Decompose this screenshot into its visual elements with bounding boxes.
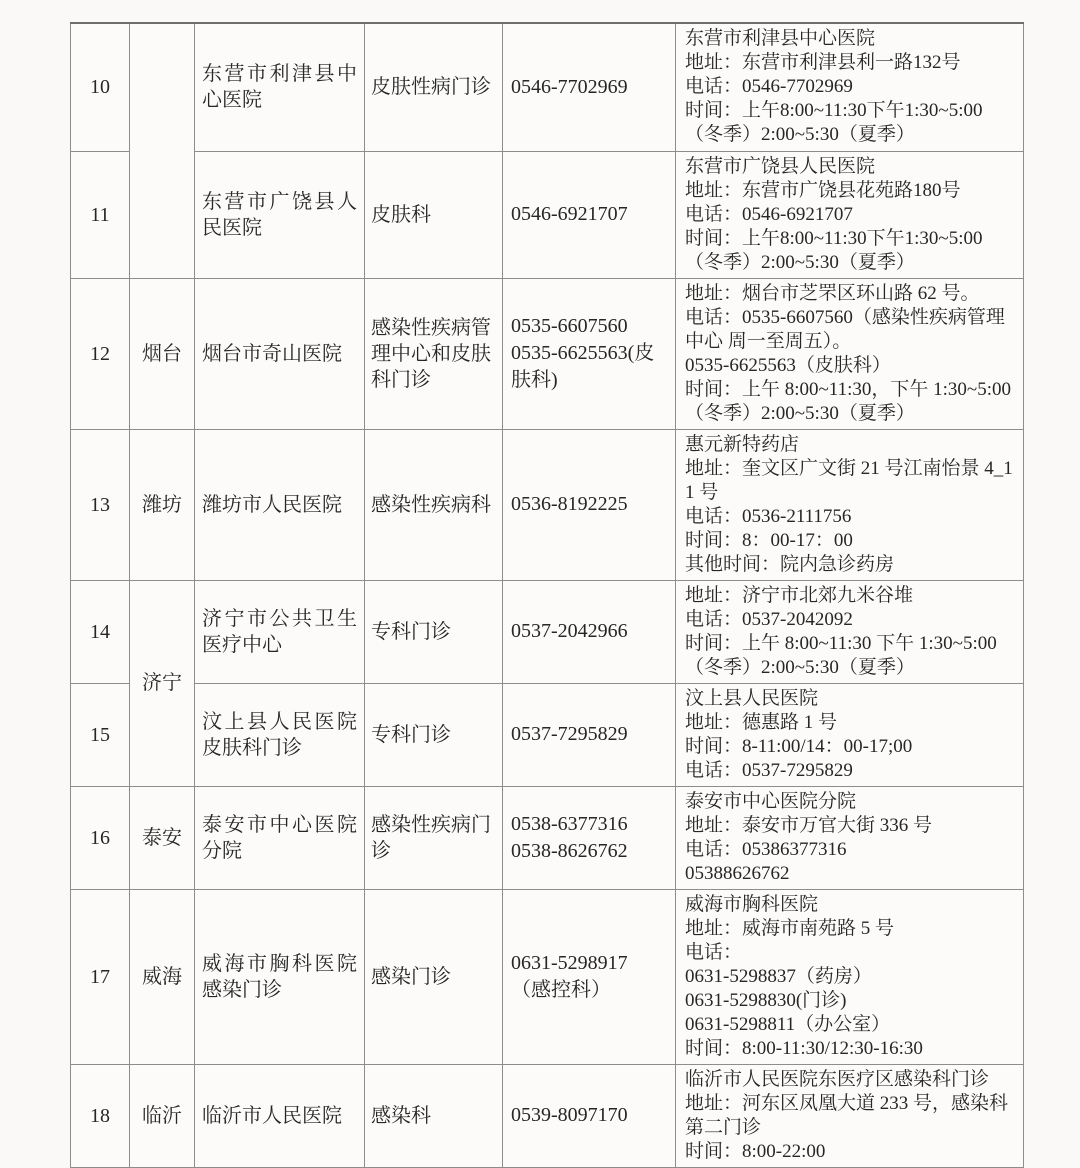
details-cell xyxy=(676,429,1024,580)
phone-line: 0537-7295829 xyxy=(511,723,628,745)
phone-cell xyxy=(503,429,676,580)
detail-line: 时间：8:00-22:00 xyxy=(685,1140,826,1162)
hospital-cell: 东营市广饶县人民医院 xyxy=(195,151,365,278)
city-cell: 泰安 xyxy=(130,786,195,889)
department-cell: 感染门诊 xyxy=(365,889,503,1064)
city-cell: 烟台 xyxy=(130,278,195,429)
department-cell: 皮肤性病门诊 xyxy=(365,23,503,151)
city-cell: 潍坊 xyxy=(130,429,195,580)
detail-line: 地址：泰安市万官大街 336 号 xyxy=(685,814,933,836)
detail-line: 时间：8：00-17：00 xyxy=(685,529,853,551)
details-cell xyxy=(676,23,1024,151)
hospital-cell: 汶上县人民医院皮肤科门诊 xyxy=(195,683,365,786)
phone-line: 0535-6625563(皮肤科) xyxy=(511,342,655,391)
hospital-cell: 潍坊市人民医院 xyxy=(195,429,365,580)
detail-line: 电话：0536-2111756 xyxy=(685,505,852,527)
detail-line: 泰安市中心医院分院 xyxy=(685,790,857,812)
detail-line: 电话： xyxy=(685,941,743,963)
table-row xyxy=(71,1064,1024,1167)
detail-line: 电话：0546-7702969 xyxy=(685,76,853,97)
hospital-cell: 东营市利津县中心医院 xyxy=(195,23,365,151)
department-cell: 专科门诊 xyxy=(365,683,503,786)
table-row xyxy=(71,151,1024,278)
detail-line: 东营市利津县中心医院 xyxy=(685,28,876,49)
city-cell xyxy=(130,23,195,278)
row-number-cell: 18 xyxy=(71,1064,130,1167)
table-row xyxy=(71,683,1024,786)
detail-line: 时间：上午8:00~11:30下午1:30~5:00（冬季）2:00~5:30（夏季） xyxy=(685,100,983,145)
phone-line: 0538-8626762 xyxy=(511,839,628,862)
detail-line: 临沂市人民医院东医疗区感染科门诊 xyxy=(685,1068,990,1090)
phone-line: 0538-6377316 xyxy=(511,812,628,835)
phone-cell xyxy=(503,1064,676,1167)
detail-line: 东营市广饶县人民医院 xyxy=(685,155,876,177)
phone-line: 0631-5298917 xyxy=(511,951,628,974)
phone-cell xyxy=(503,278,676,429)
phone-cell xyxy=(503,786,676,889)
row-number-cell: 15 xyxy=(71,683,130,786)
city-cell: 济宁 xyxy=(130,580,195,786)
detail-line: 地址：河东区凤凰大道 233 号，感染科第二门诊 xyxy=(685,1092,1009,1138)
detail-line: 地址：奎文区广文街 21 号江南怡景 4_11 号 xyxy=(685,457,1013,503)
detail-line: 地址：济宁市北郊九米谷堆 xyxy=(685,584,914,606)
detail-line: 0631-5298811（办公室） xyxy=(685,1013,891,1035)
table-row xyxy=(71,278,1024,429)
phone-line: 0546-7702969 xyxy=(511,75,628,98)
department-cell: 感染性疾病科 xyxy=(365,429,503,580)
details-cell xyxy=(676,151,1024,278)
detail-line: 电话：0537-7295829 xyxy=(685,759,853,781)
phone-line: （感控科） xyxy=(511,978,611,1001)
detail-line: 0535-6625563（皮肤科） xyxy=(685,354,891,376)
row-number-cell: 11 xyxy=(71,151,130,278)
detail-line: 时间：8-11:00/14：00-17;00 xyxy=(685,735,913,757)
details-cell xyxy=(676,278,1024,429)
phone-line: 0536-8192225 xyxy=(511,493,628,515)
department-cell: 感染科 xyxy=(365,1064,503,1167)
department-cell: 感染性疾病门诊 xyxy=(365,786,503,889)
hospital-cell: 泰安市中心医院分院 xyxy=(195,786,365,889)
detail-line: 惠元新特药店 xyxy=(685,433,800,455)
detail-line: 电话：0546-6921707 xyxy=(685,203,853,225)
detail-line: 时间：上午 8:00~11:30 下午 1:30~5:00（冬季）2:00~5:30（夏季） xyxy=(685,632,997,678)
hospital-cell: 临沂市人民医院 xyxy=(195,1064,365,1167)
row-number-cell: 12 xyxy=(71,278,130,429)
department-cell: 皮肤科 xyxy=(365,151,503,278)
row-number-cell: 13 xyxy=(71,429,130,580)
hospital-cell: 济宁市公共卫生医疗中心 xyxy=(195,580,365,683)
details-cell xyxy=(676,889,1024,1064)
detail-line: 电话：0537-2042092 xyxy=(685,608,853,630)
table-row xyxy=(71,23,1024,151)
detail-line: 时间：上午8:00~11:30下午1:30~5:00（冬季）2:00~5:30（夏季） xyxy=(685,227,983,273)
detail-line: 威海市胸科医院 xyxy=(685,893,819,915)
department-cell: 专科门诊 xyxy=(365,580,503,683)
city-cell: 临沂 xyxy=(130,1064,195,1167)
phone-cell xyxy=(503,580,676,683)
row-number-cell: 10 xyxy=(71,23,130,151)
table-row xyxy=(71,429,1024,580)
details-cell xyxy=(676,786,1024,889)
row-number-cell: 16 xyxy=(71,786,130,889)
hospital-cell: 威海市胸科医院感染门诊 xyxy=(195,889,365,1064)
table-row xyxy=(71,889,1024,1064)
phone-cell xyxy=(503,889,676,1064)
row-number-cell: 17 xyxy=(71,889,130,1064)
phone-line: 0535-6607560 xyxy=(511,315,628,337)
details-cell xyxy=(676,580,1024,683)
details-cell xyxy=(676,683,1024,786)
table-row xyxy=(71,580,1024,683)
phone-line: 0546-6921707 xyxy=(511,203,628,225)
details-cell xyxy=(676,1064,1024,1167)
detail-line: 05388626762 xyxy=(685,862,790,884)
department-cell: 感染性疾病管理中心和皮肤科门诊 xyxy=(365,278,503,429)
hospital-cell: 烟台市奇山医院 xyxy=(195,278,365,429)
detail-line: 地址：东营市广饶县花苑路180号 xyxy=(685,179,961,201)
detail-line: 电话：0535-6607560（感染性疾病管理中心 周一至周五）。 xyxy=(685,306,1005,352)
detail-line: 0631-5298837（药房） xyxy=(685,965,872,987)
phone-cell xyxy=(503,23,676,151)
detail-line: 其他时间：院内急诊药房 xyxy=(685,553,895,575)
detail-line: 地址：烟台市芝罘区环山路 62 号。 xyxy=(685,282,980,304)
hospital-table-body xyxy=(71,23,1024,1167)
table-row xyxy=(71,786,1024,889)
detail-line: 地址：东营市利津县利一路132号 xyxy=(685,52,961,73)
detail-line: 地址：威海市南苑路 5 号 xyxy=(685,917,895,939)
phone-cell xyxy=(503,151,676,278)
detail-line: 地址：德惠路 1 号 xyxy=(685,711,838,733)
detail-line: 0631-5298830(门诊) xyxy=(685,989,847,1011)
phone-line: 0537-2042966 xyxy=(511,620,628,642)
detail-line: 时间：上午 8:00~11:30，下午 1:30~5:00（冬季）2:00~5:30（夏季） xyxy=(685,378,1011,424)
hospital-directory-table xyxy=(70,22,1024,1168)
city-cell: 威海 xyxy=(130,889,195,1064)
phone-cell xyxy=(503,683,676,786)
detail-line: 电话：05386377316 xyxy=(685,838,847,860)
row-number-cell: 14 xyxy=(71,580,130,683)
detail-line: 汶上县人民医院 xyxy=(685,687,819,709)
detail-line: 时间：8:00-11:30/12:30-16:30 xyxy=(685,1037,923,1059)
phone-line: 0539-8097170 xyxy=(511,1104,628,1126)
